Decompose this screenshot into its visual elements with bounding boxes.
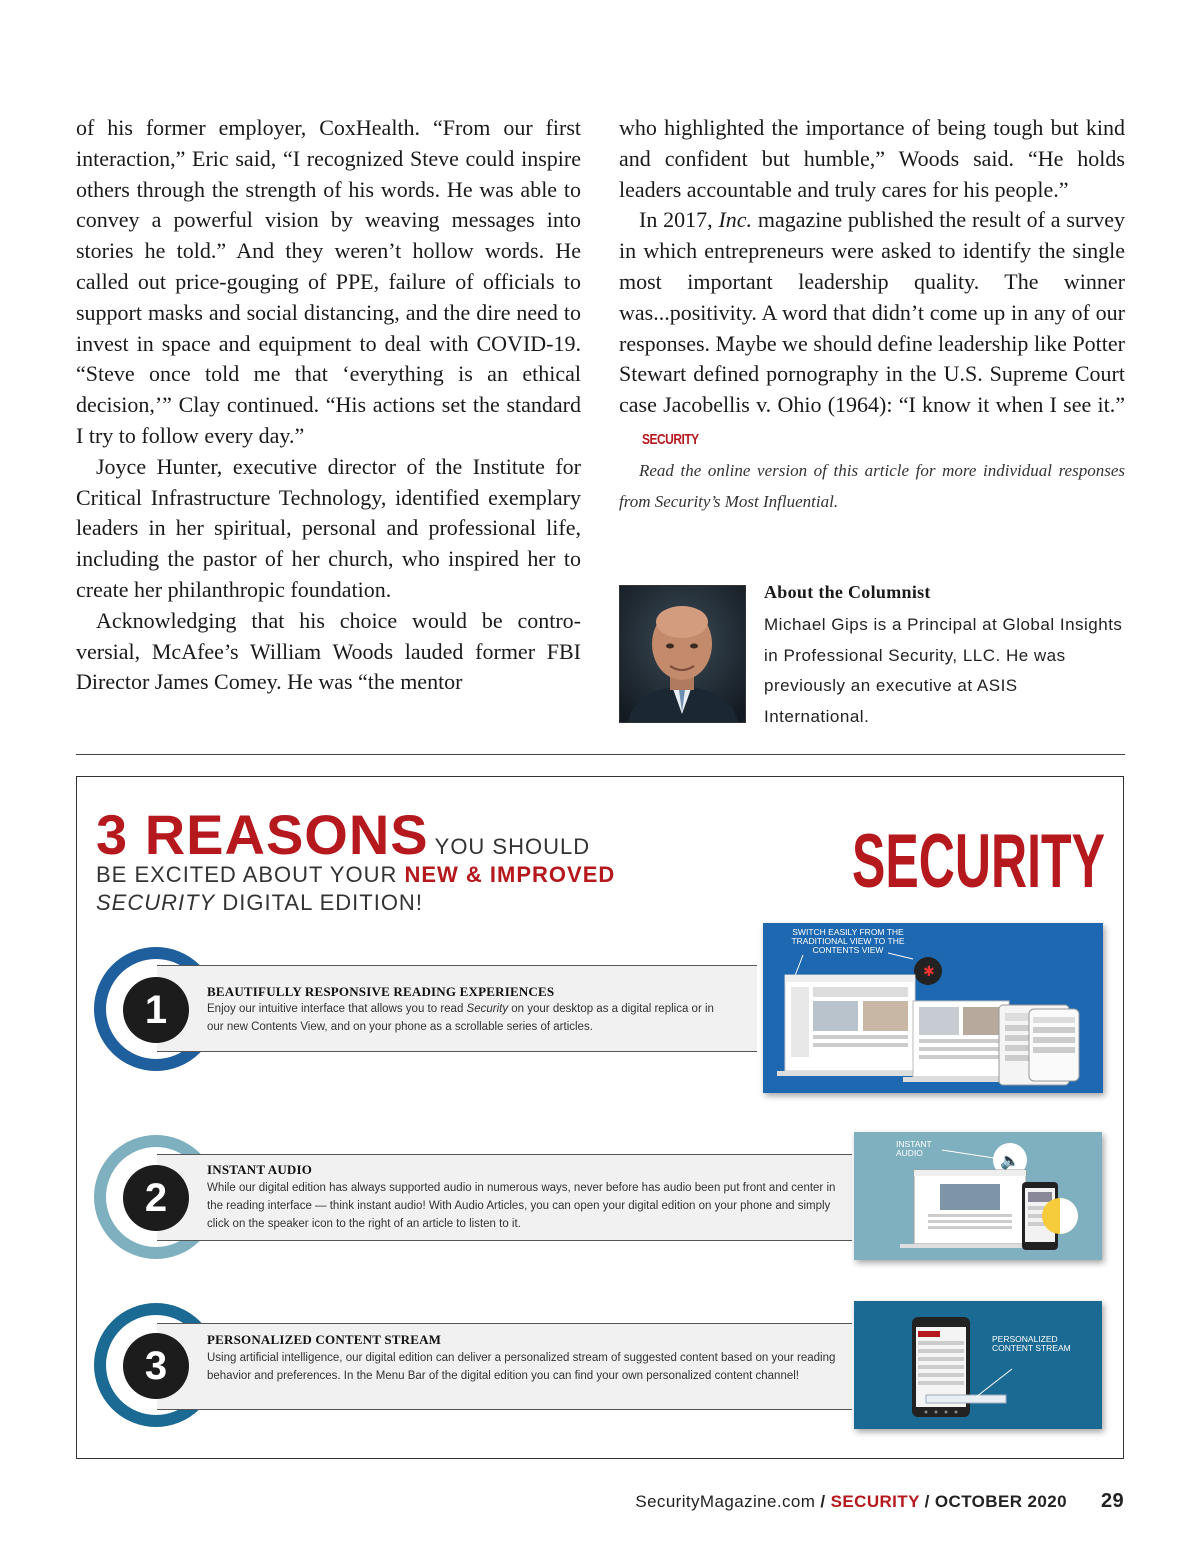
footer-brand: SECURITY: [830, 1492, 920, 1511]
reason-number: 3: [123, 1333, 189, 1399]
footer-issue: OCTOBER 2020: [934, 1492, 1067, 1511]
reason-body-text: Enjoy our intuitive interface that allows you to read: [207, 1003, 467, 1015]
reason-body: [207, 1000, 727, 1036]
reason-number: 2: [123, 1165, 189, 1231]
publication-name: Inc.: [718, 207, 753, 233]
paragraph-text: magazine published the result of a survey in which entrepreneurs were asked to identify the single most important leadership quality. The winner was...positivity. A word that didn’t come up in any of our responses. Maybe we should define leadership like Potter Stewart defined pornography in the U.S. Supreme Court case Jacobellis v. Ohio (1964): “I know it when I see it.”: [619, 207, 1125, 418]
digital-edition-ad: [76, 776, 1124, 1459]
svg-text:✱: ✱: [923, 964, 935, 980]
reason-title: PERSONALIZED CONTENT STREAM: [207, 1332, 442, 1347]
columnist-info: [764, 579, 1124, 732]
screenshot-content-stream: [854, 1301, 1102, 1429]
page-number: 29: [1100, 1490, 1124, 1512]
ad-headline-big: 3 REASONS: [96, 803, 429, 866]
ad-headline-line3: [96, 889, 615, 917]
article-paragraph: Acknowledging that his choice would be controversial, McAfee’s William Woods lauded former FBI Director James Comey. He was “the mentor: [76, 607, 581, 695]
reason-title: INSTANT AUDIO: [207, 1162, 313, 1177]
reason-body-text: on your desktop as a digital replica or in our new Contents View, and on your phone as a scrollable series of articles.: [207, 1003, 714, 1033]
svg-text:🔈: 🔈: [1000, 1151, 1020, 1170]
section-divider: [76, 754, 1125, 755]
footer-separator: /: [919, 1492, 935, 1511]
footer-separator: /: [815, 1492, 831, 1511]
security-logo-text: SECURITY: [852, 819, 1105, 904]
article-paragraph: of his former employer, CoxHealth. “From our first interaction,” Eric said, “I recognized Steve could inspire others through the strength of his words. He was able to convey a powerful vision by weaving messages into stories he told.” And they weren’t hollow words. He called out price-gouging of PPE, failure of officials to support masks and social distancing, and the dire need to invest in space and equipment to deal with COVID-19. “Steve once told me that ‘everything is an ethical decision,’” Clay continued. “His actions set the standard I try to follow every day.”: [76, 115, 581, 448]
reason-title: BEAUTIFULLY RESPONSIVE READING EXPERIENCES: [207, 984, 555, 999]
screenshot-audio: [854, 1132, 1102, 1260]
ad-line3-text: DIGITAL EDITION!: [215, 890, 423, 915]
page-footer: [635, 1490, 1124, 1513]
article-paragraph: who highlighted the importance of being tough but kind and confident but humble,” Woods said. “He holds leaders accountable and truly cares for his people.”: [619, 115, 1125, 202]
columnist-photo: [619, 585, 746, 723]
article-right-column: [619, 113, 1125, 517]
reason-body: While our digital edition has always supported audio in numerous ways, never before has audio been put front and center in the reading interface — think instant audio! With Audio Articles, you can open your digital edition on your phone and simply click on the speaker icon to the right of an article to listen to it.: [207, 1182, 836, 1230]
screenshot-label: INSTANT AUDIO: [896, 1139, 932, 1158]
ad-headline: [96, 803, 616, 917]
devices-illustration: [763, 923, 1103, 1093]
portrait-image: [620, 586, 745, 722]
screenshot-multi-device: [763, 923, 1103, 1093]
ad-line3-brand: SECURITY: [96, 890, 216, 915]
ad-line2-highlight: NEW & IMPROVED: [404, 862, 616, 887]
online-version-note: Read the online version of this article for more individual responses from Security’s Most Influential.: [619, 460, 1125, 511]
end-mark-logo: SECURITY: [642, 430, 699, 448]
ad-headline-line2: [96, 861, 615, 889]
columnist-heading: About the Columnist: [764, 582, 931, 602]
reason-number: 1: [123, 977, 189, 1043]
reason-body-brand: Security: [466, 1003, 509, 1015]
security-logo: [852, 809, 1107, 904]
phone-illustration: [854, 1301, 1102, 1429]
article-left-column: [76, 113, 581, 698]
screenshot-label: SWITCH EASILY FROM THE TRADITIONAL VIEW TO THE CONTENTS VIEW: [791, 927, 905, 955]
article-paragraph: [619, 205, 1125, 454]
screenshot-label: PERSONALIZED CONTENT STREAM: [992, 1334, 1071, 1353]
paragraph-text: In 2017,: [639, 207, 719, 233]
ad-line2-text: BE EXCITED ABOUT YOUR: [96, 862, 405, 887]
article-paragraph: Joyce Hunter, executive director of the Institute for Critical Infrastructure Technology, identified exemplary leaders in her spiritual, personal and professional life, including the pastor of her church, who inspired her to create her philanthropic foundation.: [76, 453, 581, 602]
audio-illustration: [854, 1132, 1102, 1260]
footer-site: SecurityMagazine.com: [635, 1492, 816, 1511]
reason-body: Using artificial intelligence, our digital edition can deliver a personalized stream of suggested content based on your reading behavior and preferences. In the Menu Bar of the digital edition you can find your own personalized content channel!: [207, 1352, 836, 1382]
ad-headline-you-should: YOU SHOULD: [434, 834, 591, 859]
columnist-bio: Michael Gips is a Principal at Global Insights in Professional Security, LLC. He was previously an executive at ASIS International.: [764, 615, 1123, 726]
